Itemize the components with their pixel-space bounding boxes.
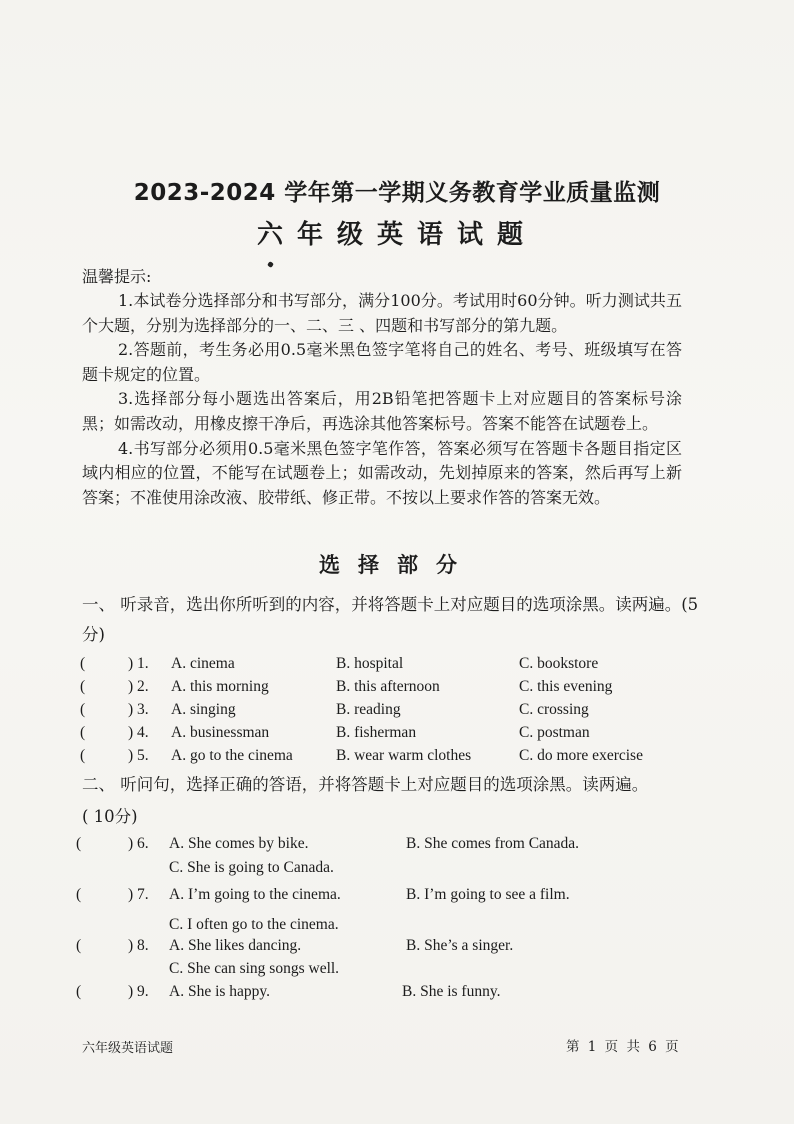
option-a: A. I’m going to the cinema. bbox=[169, 886, 341, 903]
question-number: ) 8. bbox=[128, 937, 149, 954]
option-a: A. cinema bbox=[171, 655, 235, 672]
question-row bbox=[0, 935, 794, 957]
exam-title: 2023-2024 学年第一学期义务教育学业质量监测 bbox=[133, 180, 661, 206]
question-number: ) 3. bbox=[128, 701, 149, 718]
answer-paren[interactable]: ( bbox=[80, 747, 86, 764]
question-number: ) 7. bbox=[128, 886, 149, 903]
option-a: A. She is happy. bbox=[169, 983, 271, 1000]
exam-subtitle: 六年级英语试题 bbox=[256, 220, 537, 250]
question-number: ) 5. bbox=[128, 747, 149, 764]
tip-item: 3.选择部分每小题选出答案后，用2B铅笔把答题卡上对应题目的答案标号涂黑；如需改动，用橡皮擦干净后，再选涂其他答案标号。答案不能答在试题卷上。 bbox=[82, 389, 682, 433]
part1-instruction bbox=[82, 590, 702, 650]
option-b: B. this afternoon bbox=[336, 678, 440, 695]
question-number: ) 1. bbox=[128, 655, 149, 672]
tip-item: 2.答题前，考生务必用0.5毫米黑色签字笔将自己的姓名、考号、班级填写在答题卡规定的位置。 bbox=[82, 340, 682, 384]
option-b: B. hospital bbox=[336, 655, 404, 672]
part1-instruction-text: 一、 听录音，选出你所听到的内容，并将答题卡上对应题目的选项涂黑。读两遍。 bbox=[82, 595, 682, 614]
question-row bbox=[0, 653, 794, 675]
option-a: A. She comes by bike. bbox=[169, 835, 309, 852]
question-row bbox=[0, 699, 794, 721]
footer-page-number: 第 1 页 共 6 页 bbox=[566, 1039, 681, 1055]
part1-marks: (5分) bbox=[82, 595, 699, 644]
option-c: C. She can sing songs well. bbox=[169, 960, 340, 977]
answer-paren[interactable]: ( bbox=[76, 886, 82, 903]
question-row-continued bbox=[0, 857, 794, 879]
answer-paren[interactable]: ( bbox=[80, 724, 86, 741]
question-row bbox=[0, 981, 794, 1003]
option-c: C. postman bbox=[519, 724, 590, 741]
question-row-continued bbox=[0, 958, 794, 980]
section-title: 选择部分 bbox=[319, 553, 475, 577]
option-c: C. crossing bbox=[519, 701, 589, 718]
tip-item: 1.本试卷分选择部分和书写部分，满分100分。考试用时60分钟。听力测试共五个大题，分别为选择部分的一、二、三 、四题和书写部分的第九题。 bbox=[82, 291, 682, 335]
answer-paren[interactable]: ( bbox=[76, 983, 82, 1000]
option-b: B. reading bbox=[336, 701, 401, 718]
footer-subject: 六年级英语试题 bbox=[82, 1041, 174, 1056]
option-a: A. businessman bbox=[171, 724, 270, 741]
option-b: B. She’s a singer. bbox=[406, 937, 514, 954]
question-row bbox=[0, 745, 794, 767]
tips-heading: 温馨提示: bbox=[82, 267, 152, 286]
tips-list bbox=[82, 289, 682, 510]
option-a: A. singing bbox=[171, 701, 236, 718]
question-row bbox=[0, 722, 794, 744]
answer-paren[interactable]: ( bbox=[80, 655, 86, 672]
answer-paren[interactable]: ( bbox=[76, 937, 82, 954]
tip-item: 4.书写部分必须用0.5毫米黑色签字笔作答，答案必须写在答题卡各题目指定区域内相应的位置，不能写在试题卷上；如需改动，先划掉原来的答案，然后再写上新答案；不准使用涂改液、胶带纸、修正带。不按以上要求作答的答案无效。 bbox=[82, 438, 682, 507]
option-c: C. bookstore bbox=[519, 655, 599, 672]
question-row-continued bbox=[0, 914, 794, 936]
option-c: C. this evening bbox=[519, 678, 613, 695]
question-number: ) 4. bbox=[128, 724, 149, 741]
option-c: C. I often go to the cinema. bbox=[169, 916, 339, 933]
answer-paren[interactable]: ( bbox=[80, 678, 86, 695]
option-a: A. this morning bbox=[171, 678, 269, 695]
part2-marks: ( 10分) bbox=[82, 807, 138, 826]
option-c: C. She is going to Canada. bbox=[169, 859, 334, 876]
question-number: ) 6. bbox=[128, 835, 149, 852]
option-b: B. wear warm clothes bbox=[336, 747, 472, 764]
question-number: ) 9. bbox=[128, 983, 149, 1000]
question-row bbox=[0, 676, 794, 698]
part2-instruction-text: 二、 听问句，选择正确的答语，并将答题卡上对应题目的选项涂黑。读两遍。 bbox=[82, 775, 649, 794]
question-row bbox=[0, 833, 794, 855]
stray-mark bbox=[267, 261, 274, 268]
part2-marks-line bbox=[82, 802, 702, 832]
option-b: B. She is funny. bbox=[402, 983, 501, 1000]
option-c: C. do more exercise bbox=[519, 747, 643, 764]
option-b: B. I’m going to see a film. bbox=[406, 886, 570, 903]
option-b: B. She comes from Canada. bbox=[406, 835, 580, 852]
question-number: ) 2. bbox=[128, 678, 149, 695]
answer-paren[interactable]: ( bbox=[76, 835, 82, 852]
option-b: B. fisherman bbox=[336, 724, 417, 741]
question-row bbox=[0, 884, 794, 906]
part2-instruction bbox=[82, 770, 702, 800]
option-a: A. go to the cinema bbox=[171, 747, 293, 764]
option-a: A. She likes dancing. bbox=[169, 937, 302, 954]
answer-paren[interactable]: ( bbox=[80, 701, 86, 718]
